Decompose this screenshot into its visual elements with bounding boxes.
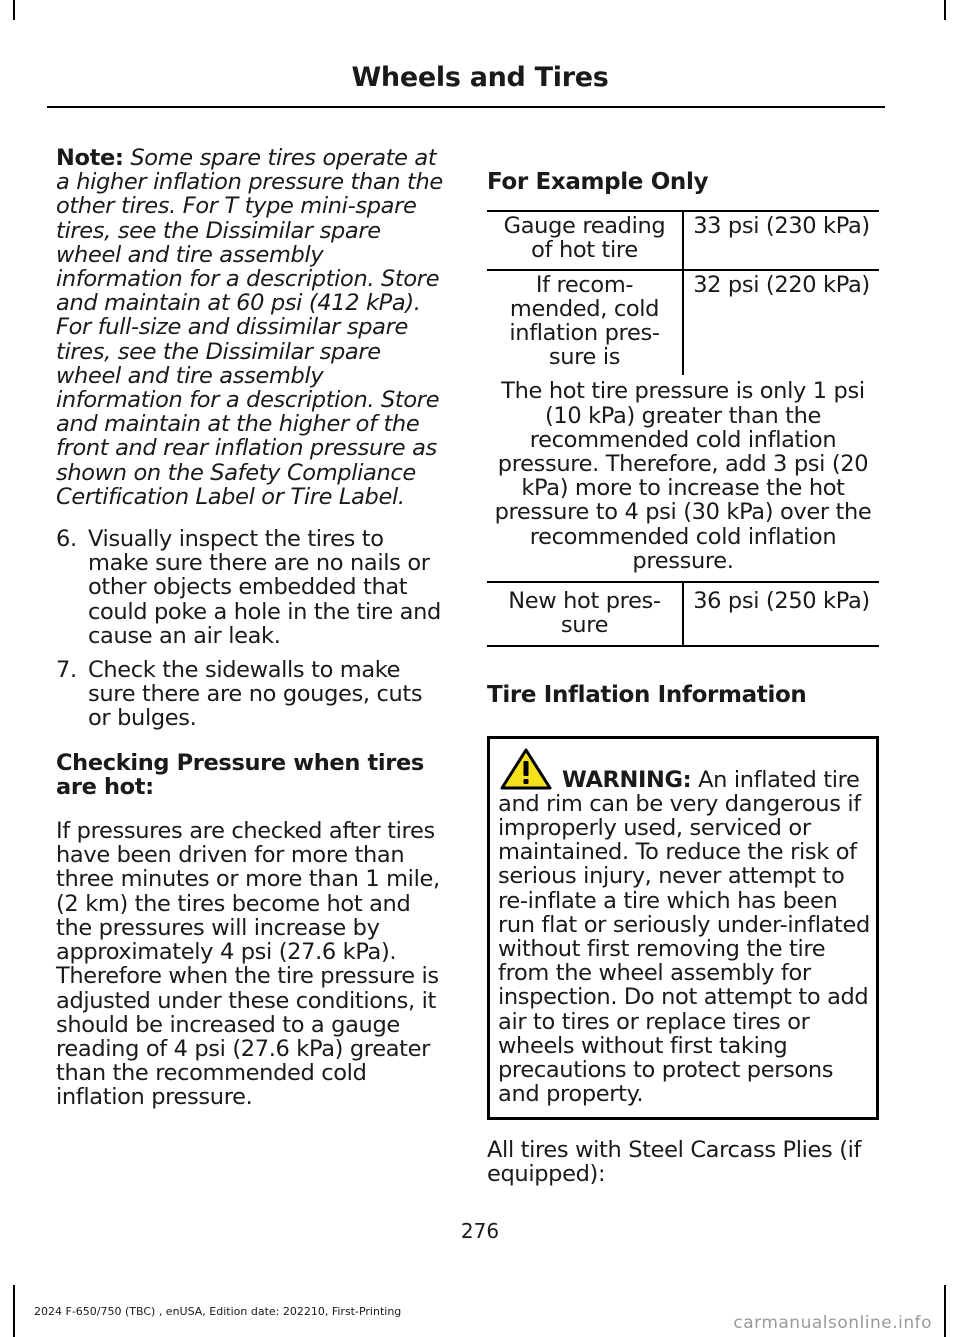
crop-mark (944, 1285, 946, 1337)
table-cell-label: Gauge reading of hot tire (487, 211, 683, 269)
steps-list (56, 527, 448, 731)
table-cell-value: 33 psi (230 kPa) (683, 211, 879, 269)
table-cell-value: 36 psi (250 kPa) (683, 582, 879, 646)
note-paragraph (56, 146, 448, 509)
list-item (56, 527, 448, 648)
footer-edition: 2024 F-650/750 (TBC) , enUSA, Edition date: 202210, First-Printing (34, 1305, 402, 1318)
header-divider (47, 106, 885, 108)
table-row (487, 582, 879, 646)
warning-triangle-icon (500, 747, 552, 791)
note-label: Note: (56, 145, 124, 171)
warning-text: An inflated tire and rim can be very dangerous if improperly used, serviced or maintained. To reduce the risk of serious injury, never attempt to re-inflate a tire which has been run flat or seriously under-inflated without first removing the tire from the wheel assembly for inspection. Do not attempt to add air to tires or replace tires or wheels without first taking precautions to protect persons and property. (498, 766, 870, 1108)
warning-box (487, 736, 879, 1120)
subheading-hot-tires: Checking Pressure when tires are hot: (56, 749, 424, 800)
left-column (56, 146, 448, 1110)
crop-mark (13, 1285, 15, 1337)
steel-carcass-text: All tires with Steel Carcass Plies (if equipped): (487, 1136, 862, 1187)
table-cell-label: If recom-mended, cold inflation pres-sure is (487, 270, 683, 376)
table-cell-label: New hot pres-sure (487, 582, 683, 646)
table-row (487, 211, 879, 269)
table-row (487, 375, 879, 582)
example-table (487, 210, 879, 647)
crop-mark (944, 0, 946, 20)
step-text: Visually inspect the tires to make sure there are no nails or other objects embedded that could poke a hole in the tire and cause an air leak. (88, 526, 441, 649)
page-title: Wheels and Tires (351, 62, 609, 93)
page-number: 276 (460, 1219, 500, 1243)
table-cell-explanation: The hot tire pressure is only 1 psi (10 kPa) greater than the recommended cold inflation pressure. Therefore, add 3 psi (20 kPa) more to increase the hot pressure to 4 psi (30 kPa) over the recommended cold inflation pressure. (487, 375, 879, 582)
step-text: Check the sidewalls to make sure there are no gouges, cuts or bulges. (88, 657, 423, 732)
hot-tires-paragraph: If pressures are checked after tires have been driven for more than three minutes or more than 1 mile, (2 km) the tires become hot and the pressures will increase by approximately 4 psi (27.6 kPa). Therefore when the tire pressure is adjusted under these conditions, it should be increased to a gauge reading of 4 psi (27.6 kPa) greater than the recommended cold inflation pressure. (56, 818, 440, 1111)
crop-mark (13, 0, 15, 20)
note-text: Some spare tires operate at a higher inflation pressure than the other tires. For T type mini-spare tires, see the Dissimilar spare wheel and tire assembly information for a description. Store and maintain at 60 psi (412 kPa). For full-size and dissimilar spare tires, see the Dissimilar spare wheel and tire assembly information for a description. Store and maintain at the higher of the front and rear inflation pressure as shown on the Safety Compliance Certification Label or Tire Label. (56, 145, 443, 510)
warning-label: WARNING: (562, 766, 692, 793)
watermark: carmanualsonline.info (733, 1313, 932, 1333)
list-item (56, 658, 448, 731)
table-row (487, 270, 879, 376)
step-number: 7. (56, 657, 77, 684)
example-heading: For Example Only (487, 169, 709, 195)
right-column (487, 170, 879, 1186)
step-number: 6. (56, 526, 77, 553)
tire-inflation-heading: Tire Inflation Information (487, 682, 807, 709)
table-cell-value: 32 psi (220 kPa) (683, 270, 879, 376)
